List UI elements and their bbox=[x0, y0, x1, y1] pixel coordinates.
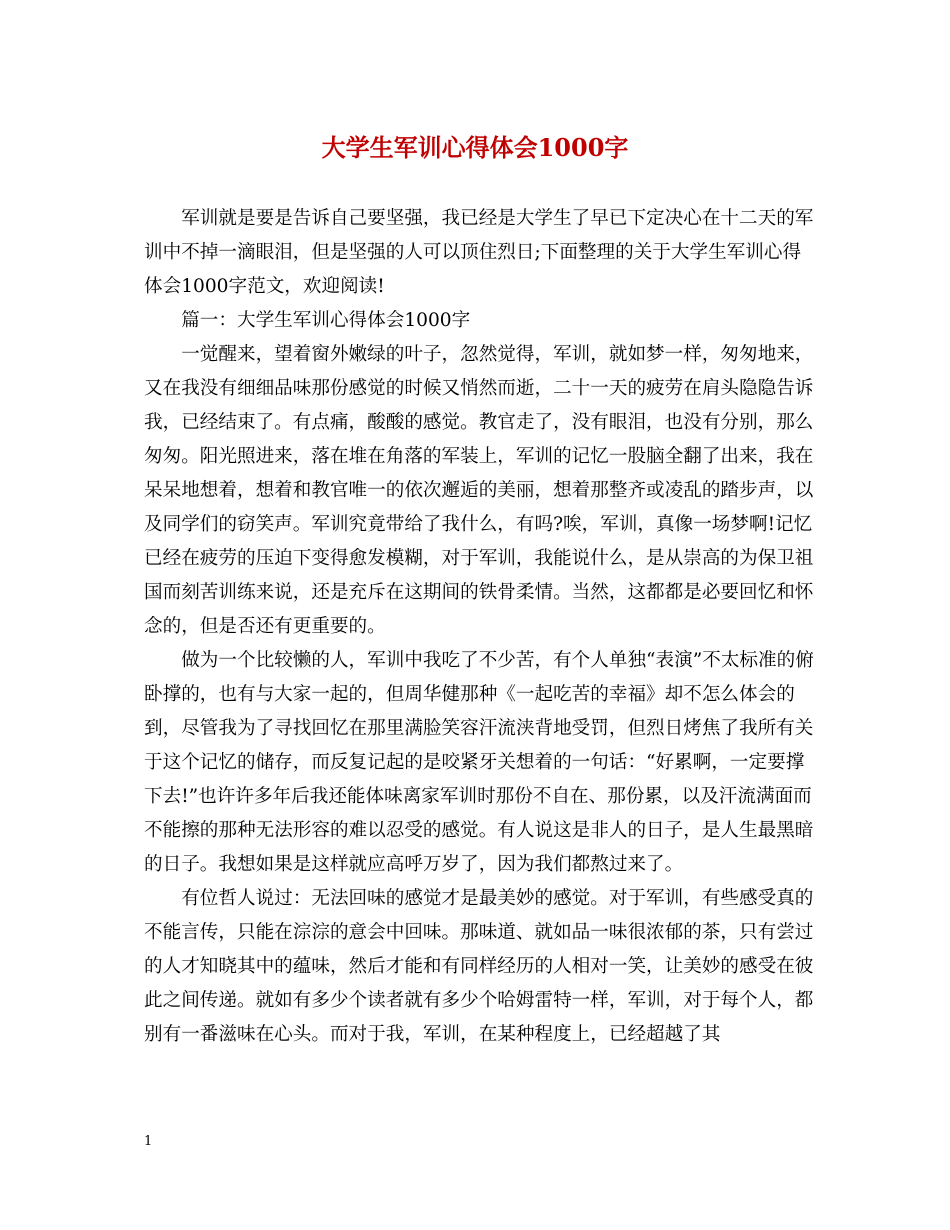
paragraph-heading: 篇一：大学生军训心得体会1000字 bbox=[181, 310, 471, 331]
paragraph: 做为一个比较懒的人，军训中我吃了不少苦，有个人单独“表演”不太标准的俯卧撑的，也有与大家一起的，但周华健那种《一起吃苦的幸福》却不怎么体会的到，尽管我为了寻找回忆在那里满脸笑容汗流浃背地受罚，但烈日烤焦了我所有关于这个记忆的储存，而反复记起的是咬紧牙关想着的一句话：“好累啊，一定要撑下去!”也许许多年后我还能体味离家军训时那份不自在、那份累，以及汗流满面而不能擦的那种无法形容的难以忍受的感觉。有人说这是非人的日子，是人生最黑暗的日子。我想如果是这样就应高呼万岁了，因为我们都熬过来了。 bbox=[144, 650, 814, 875]
document-title: 大学生军训心得体会1000字 bbox=[321, 133, 629, 162]
document-body bbox=[144, 202, 814, 1052]
paragraph: 一觉醒来，望着窗外嫩绿的叶子，忽然觉得，军训，就如梦一样，匆匆地来，又在我没有细细品味那份感觉的时候又悄然而逝，二十一天的疲劳在肩头隐隐告诉我，已经结束了。有点痛，酸酸的感觉。教官走了，没有眼泪，也没有分别，那么匆匆。阳光照进来，落在堆在角落的军装上，军训的记忆一股脑全翻了出来，我在呆呆地想着，想着和教官唯一的依次邂逅的美丽，想着那整齐或凌乱的踏步声，以及同学们的窃笑声。军训究竟带给了我什么，有吗?唉，军训，真像一场梦啊!记忆已经在疲劳的压迫下变得愈发模糊，对于军训，我能说什么，是从崇高的为保卫祖国而刻苦训练来说，还是充斥在这期间的铁骨柔情。当然，这都都是必要回忆和怀念的，但是否还有更重要的。 bbox=[144, 344, 814, 637]
paragraph-intro: 军训就是要是告诉自己要坚强，我已经是大学生了早已下定决心在十二天的军训中不掉一滴眼泪，但是坚强的人可以顶住烈日;下面整理的关于大学生军训心得体会1000字范文，欢迎阅读! bbox=[144, 208, 814, 297]
paragraph: 有位哲人说过：无法回味的感觉才是最美妙的感觉。对于军训，有些感受真的不能言传，只能在淙淙的意会中回味。那味道、就如品一味很浓郁的茶，只有尝过的人才知晓其中的蕴味，然后才能和有同样经历的人相对一笑，让美妙的感受在彼此之间传递。就如有多少个读者就有多少个哈姆雷特一样，军训，对于每个人，都别有一番滋味在心头。而对于我，军训，在某种程度上，已经超越了其 bbox=[144, 888, 814, 1045]
page-number: 1 bbox=[144, 1134, 153, 1149]
